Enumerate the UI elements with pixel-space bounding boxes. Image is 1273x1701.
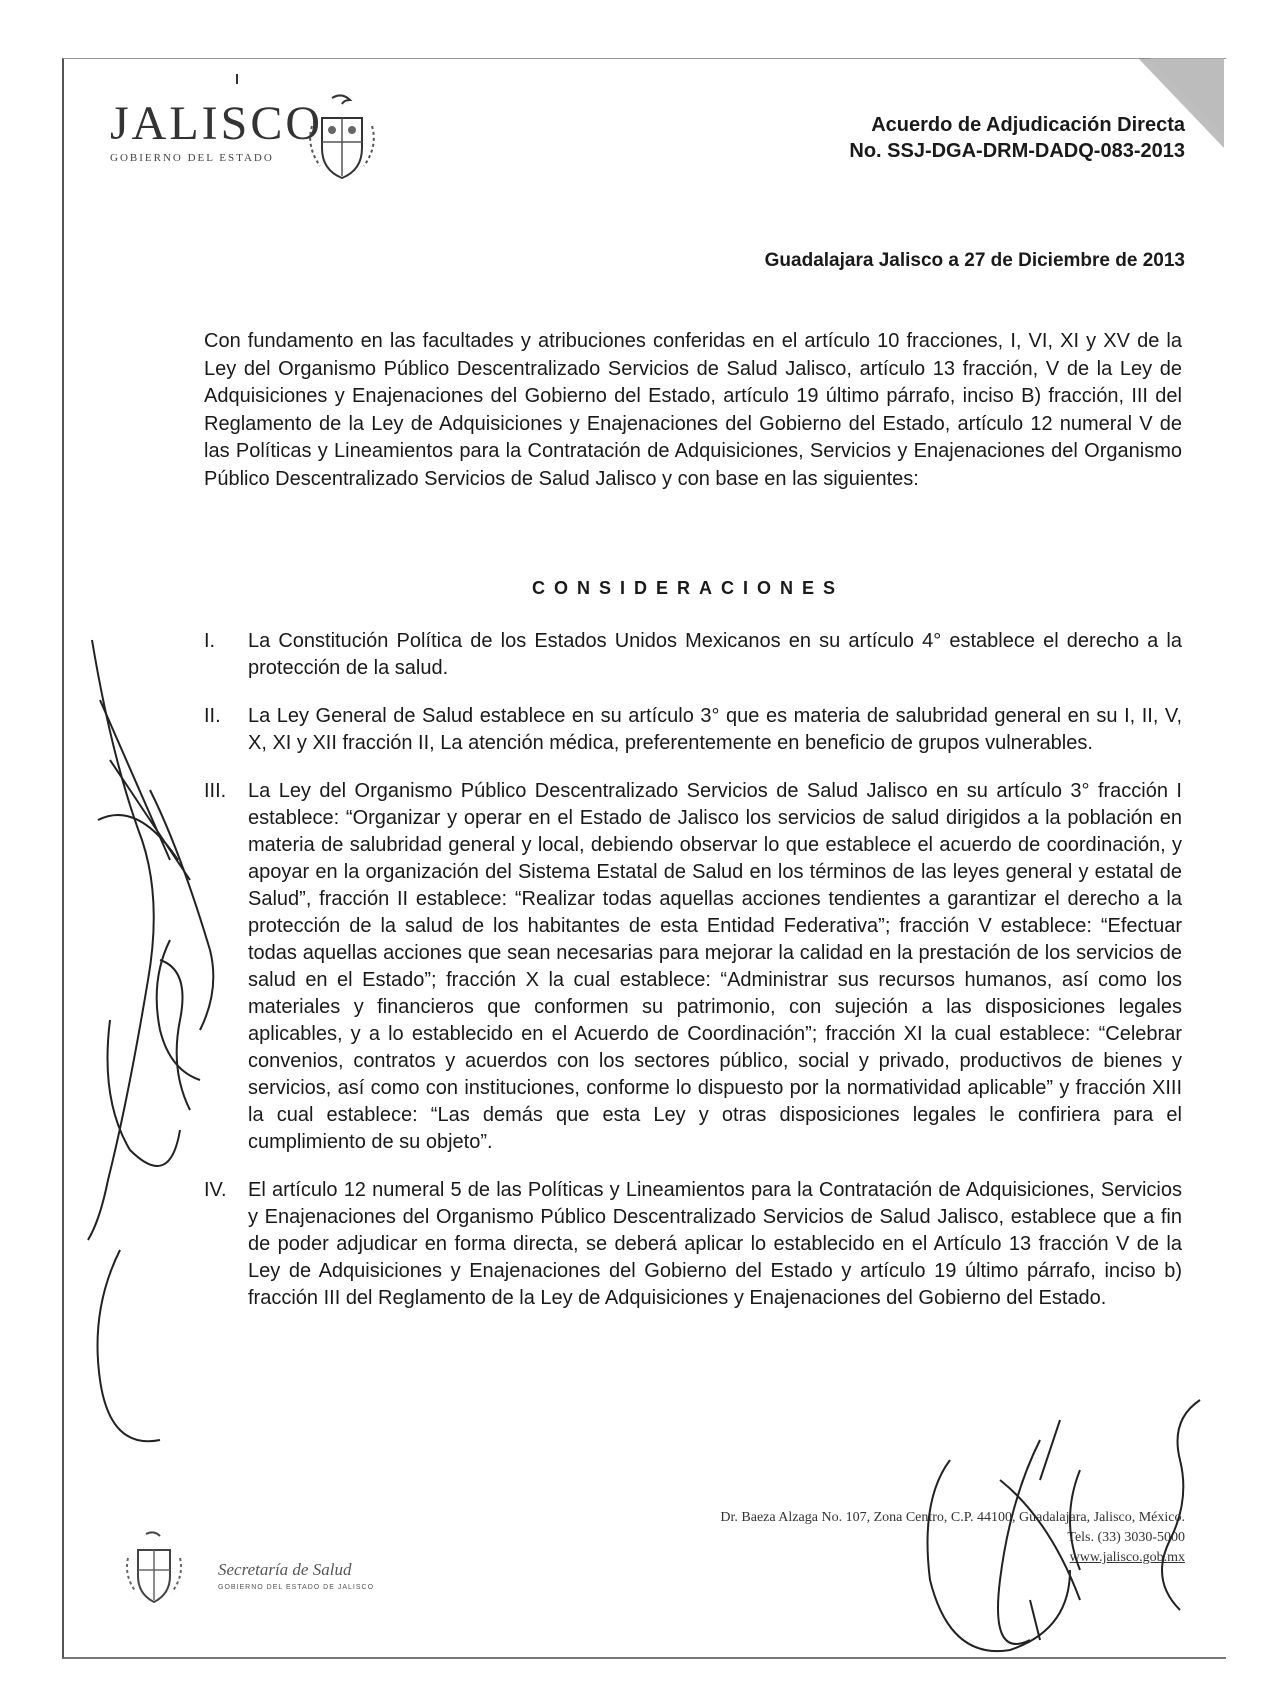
- document-header: [849, 112, 1185, 164]
- logo-subtitle: GOBIERNO DEL ESTADO: [110, 152, 274, 164]
- footer-address-block: [720, 1508, 1185, 1568]
- item-number: III.: [204, 780, 227, 802]
- footer-phone: Tels. (33) 3030-5000: [1067, 1530, 1185, 1545]
- item-number: II.: [204, 705, 221, 727]
- scan-mark: [236, 74, 238, 84]
- document-date: Guadalajara Jalisco a 27 de Diciembre de 2013: [764, 250, 1185, 271]
- footer-address: Dr. Baeza Alzaga No. 107, Zona Centro, C.P. 44100, Guadalajara, Jalisco, México.: [720, 1510, 1185, 1525]
- document-type: Acuerdo de Adjudicación Directa: [871, 114, 1185, 136]
- item-text: La Constitución Política de los Estados Unidos Mexicanos en su artículo 4° establece el derecho a la protección de la salud.: [248, 630, 1182, 679]
- list-item: [204, 703, 1182, 757]
- list-item: [204, 628, 1182, 682]
- footer-dept-name: Secretaría de Salud: [218, 1560, 352, 1579]
- item-text: La Ley General de Salud establece en su artículo 3° que es materia de salubridad general en su I, II, V, X, XI y XII fracción II, La atención médica, preferentemente en beneficio de grupos vulnerables.: [248, 705, 1182, 754]
- list-item: [204, 778, 1182, 1156]
- item-number: I.: [204, 630, 216, 652]
- document-number: No. SSJ-DGA-DRM-DADQ-083-2013: [849, 140, 1185, 162]
- logo-title: JALISCO: [110, 97, 324, 150]
- footer-dept-sub: GOBIERNO DEL ESTADO DE JALISCO: [218, 1584, 375, 1591]
- footer-department: [218, 1560, 374, 1591]
- item-text: El artículo 12 numeral 5 de las Políticas y Lineamientos para la Contratación de Adquisiciones, Servicios y Enajenaciones del Organismo Público Descentralizado Servicios de Salud Jalisco, establece que a fin de poder adjudicar en forma directa, se deberá aplicar lo establecido en el Artículo 13 fracción V de la Ley de Adquisiciones y Enajenaciones del Gobierno del Estado y artículo 19 último párrafo, inciso b) fracción III del Reglamento de la Ley de Adquisiciones y Enajenaciones del Gobierno del Estado.: [248, 1179, 1182, 1309]
- jalisco-logo: [110, 97, 324, 164]
- footer-web: www.jalisco.gob.mx: [1069, 1550, 1185, 1565]
- considerations-list: [204, 628, 1182, 1333]
- coat-of-arms-icon: [306, 92, 378, 184]
- list-item: [204, 1177, 1182, 1312]
- item-text: La Ley del Organismo Público Descentralizado Servicios de Salud Jalisco en su artículo 3° fracción I establece: “Organizar y operar en el Estado de Jalisco los servicios de salud dirigidos a la población en materia de salubridad general y local, debiendo observar lo que establece el acuerdo de coordinación, y apoyar en la organización del Sistema Estatal de Salud en los términos de las leyes general y estatal de Salud”, fracción II establece: “Realizar todas aquellas acciones tendientes a garantizar el derecho a la protección de la salud de los habitantes de esta Entidad Federativa”; fracción V establece: “Efectuar todas aquellas acciones que sean necesarias para mejorar la calidad en la prestación de los servicios de salud en el Estado”; fracción X la cual establece: “Administrar sus recursos humanos, así como los materiales y financieros que conformen su patrimonio, con sujeción a las disposiciones legales aplicables, y a lo establecido en el Acuerdo de Coordinación”; fracción XI la cual establece: “Celebrar convenios, contratos y acuerdos con los sectores público, social y privado, productivos de bienes y servicios, así como con instituciones, conforme lo dispuesto por la normatividad aplicable” y fracción XIII la cual establece: “Las demás que esta Ley y otras disposiciones legales le confiriera para el cumplimiento de su objeto”.: [248, 780, 1182, 1153]
- section-heading: CONSIDERACIONES: [532, 578, 845, 598]
- footer-coat-of-arms-icon: [124, 1530, 184, 1606]
- intro-paragraph: Con fundamento en las facultades y atribuciones conferidas en el artículo 10 fracciones, I, VI, XI y XV de la Ley del Organismo Público Descentralizado Servicios de Salud Jalisco, artículo 13 fracción, V de la Ley de Adquisiciones y Enajenaciones del Gobierno del Estado, artículo 19 último párrafo, inciso B) fracción, III del Reglamento de la Ley de Adquisiciones y Enajenaciones del Gobierno del Estado, artículo 12 numeral V de las Políticas y Lineamientos para la Contratación de Adquisiciones, Servicios y Enajenaciones del Organismo Público Descentralizado Servicios de Salud Jalisco y con base en las siguientes:: [204, 330, 1182, 490]
- item-number: IV.: [204, 1179, 227, 1201]
